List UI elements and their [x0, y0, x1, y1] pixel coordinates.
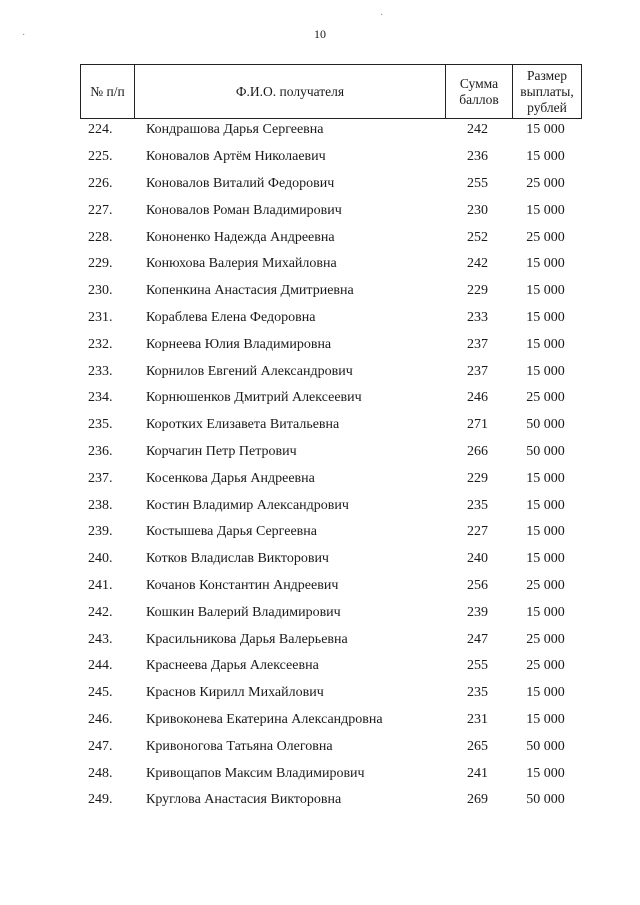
row-number: 247. [88, 738, 113, 754]
payment-amount: 50 000 [526, 792, 565, 808]
table-row [80, 412, 582, 439]
table-row [80, 573, 582, 600]
table-row [80, 385, 582, 412]
score-sum: 242 [467, 122, 488, 138]
row-number: 241. [88, 577, 113, 593]
recipient-name: Кривоконева Екатерина Александровна [146, 711, 383, 727]
table-row [80, 680, 582, 707]
payment-amount: 15 000 [526, 363, 565, 379]
payment-amount: 25 000 [526, 577, 565, 593]
table-row [80, 144, 582, 171]
row-number: 242. [88, 604, 113, 620]
score-sum: 239 [467, 604, 488, 620]
payment-amount: 15 000 [526, 604, 565, 620]
recipient-name: Круглова Анастасия Викторовна [146, 792, 342, 808]
score-sum: 269 [467, 792, 488, 808]
score-sum: 256 [467, 577, 488, 593]
recipient-name: Корнеева Юлия Владимировна [146, 336, 332, 352]
payment-amount: 15 000 [526, 336, 565, 352]
recipient-name: Костышева Дарья Сергеевна [146, 524, 317, 540]
recipient-name: Коновалов Артём Николаевич [146, 149, 326, 165]
payment-amount: 15 000 [526, 497, 565, 513]
score-sum: 237 [467, 336, 488, 352]
table-row [80, 760, 582, 787]
table-row [80, 733, 582, 760]
recipient-name: Конюхова Валерия Михайловна [146, 256, 337, 272]
recipient-name: Корчагин Петр Петрович [146, 443, 297, 459]
table-row [80, 492, 582, 519]
payment-amount: 15 000 [526, 256, 565, 272]
recipient-name: Красильникова Дарья Валерьевна [146, 631, 348, 647]
row-number: 230. [88, 283, 113, 299]
score-sum: 266 [467, 443, 488, 459]
row-number: 248. [88, 765, 113, 781]
payment-amount: 15 000 [526, 765, 565, 781]
recipient-name: Корнюшенков Дмитрий Алексеевич [146, 390, 362, 406]
recipient-name: Кораблева Елена Федоровна [146, 309, 316, 325]
row-number: 231. [88, 309, 113, 325]
recipient-name: Коновалов Виталий Федорович [146, 175, 335, 191]
table-row [80, 251, 582, 278]
payment-amount: 15 000 [526, 202, 565, 218]
score-sum: 247 [467, 631, 488, 647]
row-number: 237. [88, 470, 113, 486]
recipient-name: Кривоногова Татьяна Олеговна [146, 738, 333, 754]
recipient-name: Копенкина Анастасия Дмитриевна [146, 283, 354, 299]
row-number: 226. [88, 175, 113, 191]
row-number: 240. [88, 551, 113, 567]
row-number: 225. [88, 149, 113, 165]
recipient-name: Костин Владимир Александрович [146, 497, 349, 513]
table-row [80, 439, 582, 466]
table-row [80, 358, 582, 385]
row-number: 224. [88, 122, 113, 138]
score-sum: 235 [467, 497, 488, 513]
header-recipient-name: Ф.И.О. получателя [134, 65, 445, 118]
recipient-name: Корнилов Евгений Александрович [146, 363, 353, 379]
table-header [80, 64, 582, 119]
score-sum: 265 [467, 738, 488, 754]
table-row [80, 653, 582, 680]
recipient-name: Краснеева Дарья Алексеевна [146, 658, 319, 674]
score-sum: 229 [467, 283, 488, 299]
recipient-name: Кондрашова Дарья Сергеевна [146, 122, 324, 138]
row-number: 232. [88, 336, 113, 352]
table-row [80, 546, 582, 573]
scan-speck: · [22, 30, 26, 41]
payment-amount: 50 000 [526, 443, 565, 459]
table-row [80, 626, 582, 653]
score-sum: 241 [467, 765, 488, 781]
row-number: 229. [88, 256, 113, 272]
table-row [80, 278, 582, 305]
score-sum: 227 [467, 524, 488, 540]
header-score-sum: Сумма баллов [445, 65, 512, 118]
payment-amount: 50 000 [526, 417, 565, 433]
score-sum: 240 [467, 551, 488, 567]
payment-amount: 25 000 [526, 390, 565, 406]
scan-speck: · [380, 10, 384, 21]
score-sum: 235 [467, 685, 488, 701]
row-number: 227. [88, 202, 113, 218]
payment-amount: 25 000 [526, 631, 565, 647]
table-row [80, 331, 582, 358]
row-number: 249. [88, 792, 113, 808]
recipient-name: Кошкин Валерий Владимирович [146, 604, 341, 620]
score-sum: 237 [467, 363, 488, 379]
table-row [80, 787, 582, 814]
table-row [80, 599, 582, 626]
table-row [80, 465, 582, 492]
payment-amount: 15 000 [526, 470, 565, 486]
recipient-name: Косенкова Дарья Андреевна [146, 470, 315, 486]
score-sum: 271 [467, 417, 488, 433]
row-number: 246. [88, 711, 113, 727]
table-row [80, 171, 582, 198]
payment-amount: 25 000 [526, 229, 565, 245]
table-row [80, 519, 582, 546]
payment-amount: 25 000 [526, 175, 565, 191]
recipient-name: Коротких Елизавета Витальевна [146, 417, 340, 433]
row-number: 236. [88, 443, 113, 459]
recipient-name: Коновалов Роман Владимирович [146, 202, 342, 218]
payment-amount: 15 000 [526, 149, 565, 165]
score-sum: 252 [467, 229, 488, 245]
row-number: 239. [88, 524, 113, 540]
score-sum: 255 [467, 658, 488, 674]
page-number: 10 [314, 27, 326, 41]
row-number: 234. [88, 390, 113, 406]
score-sum: 229 [467, 470, 488, 486]
score-sum: 230 [467, 202, 488, 218]
payment-amount: 15 000 [526, 283, 565, 299]
payment-amount: 50 000 [526, 738, 565, 754]
payment-amount: 15 000 [526, 309, 565, 325]
payment-amount: 15 000 [526, 711, 565, 727]
table-body [80, 117, 582, 814]
table-row [80, 707, 582, 734]
header-number: № п/п [90, 83, 125, 99]
recipient-name: Кочанов Константин Андреевич [146, 577, 339, 593]
score-sum: 233 [467, 309, 488, 325]
row-number: 238. [88, 497, 113, 513]
score-sum: 246 [467, 390, 488, 406]
score-sum: 242 [467, 256, 488, 272]
table-row [80, 117, 582, 144]
table-row [80, 224, 582, 251]
recipient-name: Краснов Кирилл Михайлович [146, 685, 324, 701]
row-number: 245. [88, 685, 113, 701]
payment-amount: 15 000 [526, 122, 565, 138]
row-number: 244. [88, 658, 113, 674]
row-number: 228. [88, 229, 113, 245]
table-row [80, 197, 582, 224]
score-sum: 231 [467, 711, 488, 727]
table-row [80, 305, 582, 332]
row-number: 233. [88, 363, 113, 379]
recipient-name: Кривощапов Максим Владимирович [146, 765, 365, 781]
payment-amount: 15 000 [526, 685, 565, 701]
payment-amount: 15 000 [526, 524, 565, 540]
row-number: 243. [88, 631, 113, 647]
header-payment-amount: Размер выплаты, рублей [512, 65, 581, 118]
payment-amount: 15 000 [526, 551, 565, 567]
row-number: 235. [88, 417, 113, 433]
payment-amount: 25 000 [526, 658, 565, 674]
score-sum: 236 [467, 149, 488, 165]
recipient-name: Кононенко Надежда Андреевна [146, 229, 335, 245]
score-sum: 255 [467, 175, 488, 191]
recipient-name: Котков Владислав Викторович [146, 551, 329, 567]
